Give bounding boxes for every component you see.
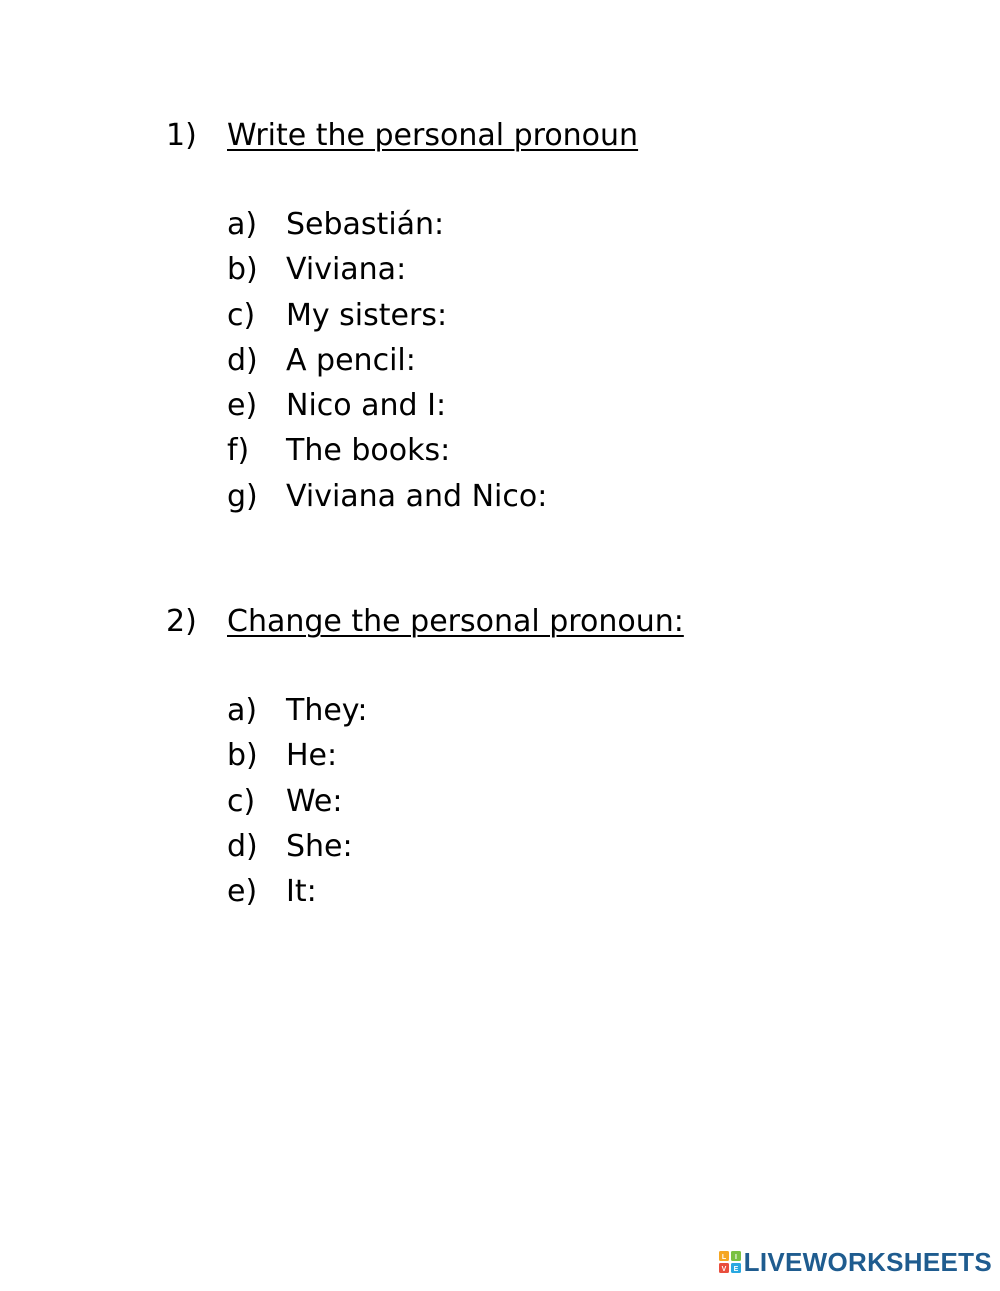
list-item <box>227 293 638 338</box>
item-text: It: <box>286 874 317 910</box>
item-text: She: <box>286 828 353 864</box>
item-text: Nico and I: <box>286 388 447 424</box>
section-heading <box>166 112 638 160</box>
list-item <box>227 824 684 869</box>
list-item <box>227 338 638 383</box>
list-item <box>227 247 638 292</box>
section-number: 1) <box>166 118 197 153</box>
item-text: Viviana and Nico: <box>286 478 548 514</box>
section-number: 2) <box>166 604 197 639</box>
item-letter: d) <box>227 828 258 864</box>
item-text: He: <box>286 738 338 774</box>
item-text: They: <box>286 693 368 728</box>
list-item <box>227 202 638 247</box>
list-item <box>227 779 684 824</box>
item-letter: e) <box>227 874 258 910</box>
brand-name: LIVEWORKSHEETS <box>743 1247 992 1277</box>
item-letter: c) <box>227 783 256 819</box>
item-text: A pencil: <box>286 342 416 378</box>
section-title: Change the personal pronoun: <box>227 604 684 639</box>
item-letter: b) <box>227 738 258 774</box>
section-write-pronoun <box>166 112 638 519</box>
logo-letter-i: I <box>734 1254 737 1261</box>
item-letter: e) <box>227 388 258 424</box>
item-letter: g) <box>227 478 258 514</box>
logo-letter-v: V <box>721 1266 726 1273</box>
section-title: Write the personal pronoun <box>227 118 639 153</box>
item-letter: d) <box>227 342 258 378</box>
item-letter: a) <box>227 207 258 242</box>
list-item <box>227 383 638 428</box>
item-letter: f) <box>227 433 250 469</box>
liveworksheets-logo-icon <box>719 1251 741 1273</box>
liveworksheets-brand <box>719 1247 992 1277</box>
item-text: We: <box>286 783 343 819</box>
question-list <box>227 202 638 519</box>
list-item <box>227 869 684 914</box>
item-text: Sebastián: <box>286 207 445 242</box>
item-letter: c) <box>227 297 256 333</box>
list-item <box>227 733 684 778</box>
section-change-pronoun <box>166 598 684 914</box>
item-text: Viviana: <box>286 252 407 288</box>
section-heading <box>166 598 684 646</box>
question-list <box>227 688 684 914</box>
list-item <box>227 688 684 733</box>
item-text: My sisters: <box>286 297 448 333</box>
logo-letter-e: E <box>733 1266 738 1273</box>
list-item <box>227 428 638 473</box>
logo-letter-l: L <box>721 1254 726 1261</box>
item-letter: b) <box>227 252 258 288</box>
list-item <box>227 474 638 519</box>
item-text: The books: <box>286 433 451 469</box>
item-letter: a) <box>227 693 258 728</box>
